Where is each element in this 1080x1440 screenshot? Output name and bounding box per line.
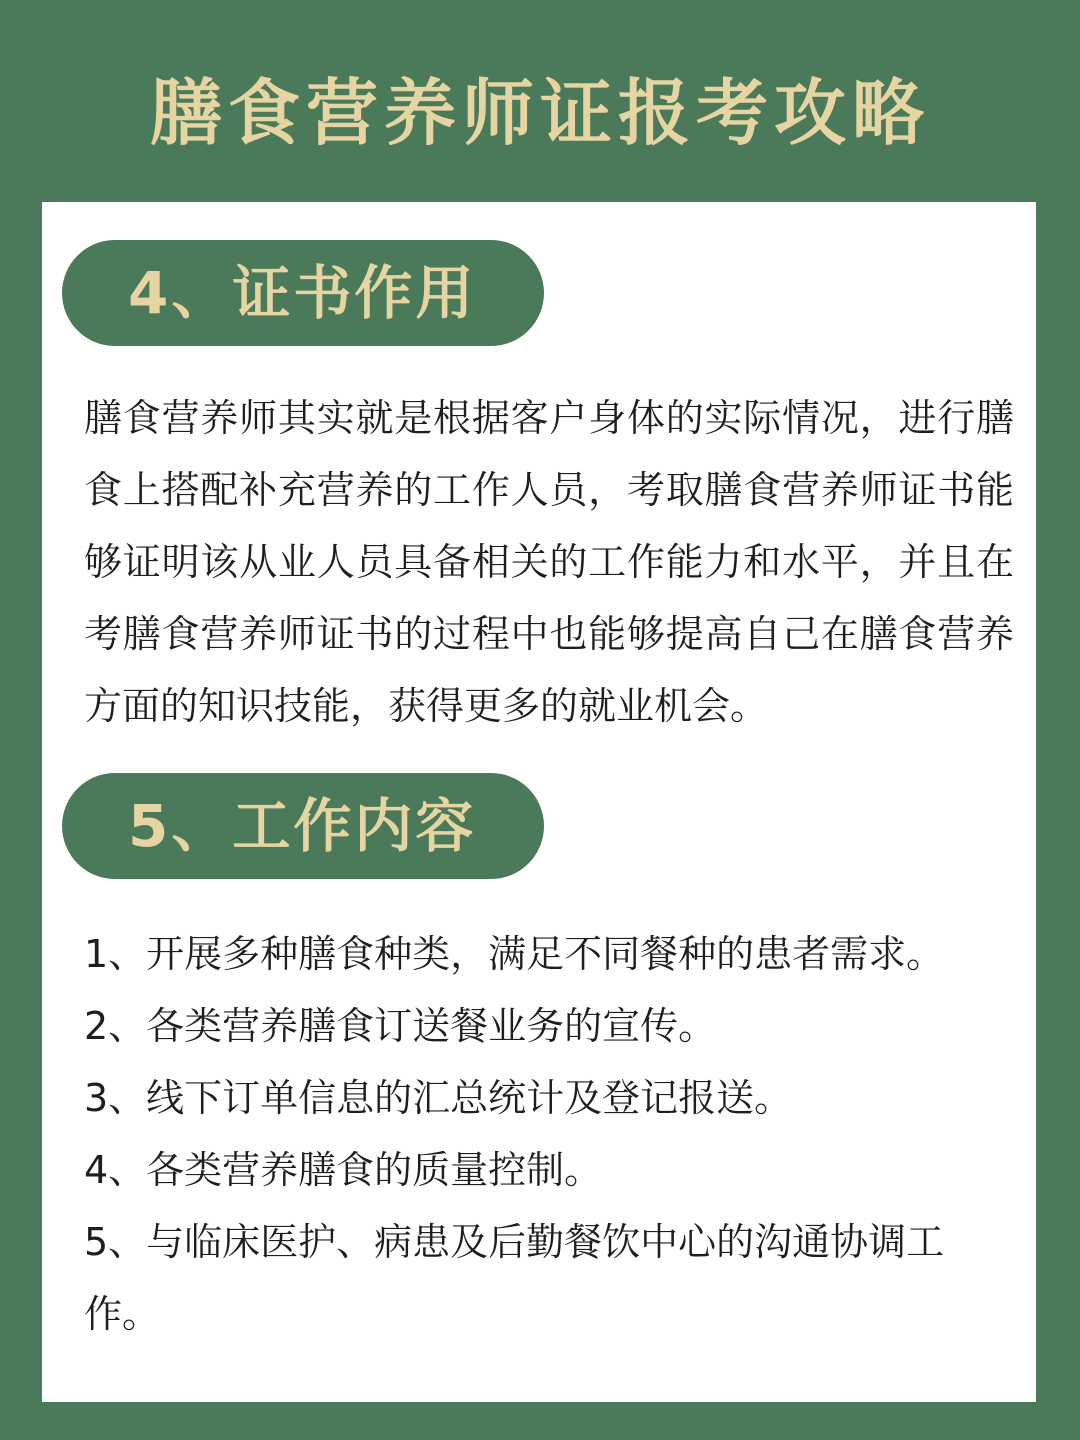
content-card <box>42 202 1036 1402</box>
list-item: 4、各类营养膳食的质量控制。 <box>84 1148 603 1192</box>
page-title: 膳食营养师证报考攻略 <box>149 70 930 155</box>
section-5-heading-pill <box>62 773 544 879</box>
section-4-heading: 4、证书作用 <box>128 259 477 327</box>
section-4-heading-pill <box>62 240 544 346</box>
work-content-list <box>84 918 1014 1350</box>
list-item: 5、与临床医护、病患及后勤餐饮中心的沟通协调工作。 <box>84 1220 945 1336</box>
section-5-heading: 5、工作内容 <box>128 792 477 860</box>
list-item: 1、开展多种膳食种类，满足不同餐种的患者需求。 <box>84 932 945 976</box>
list-item: 3、线下订单信息的汇总统计及登记报送。 <box>84 1076 793 1120</box>
list-item: 2、各类营养膳食订送餐业务的宣传。 <box>84 1004 717 1048</box>
section-4-paragraph: 膳食营养师其实就是根据客户身体的实际情况，进行膳食上搭配补充营养的工作人员，考取膳食营养师证书能够证明该从业人员具备相关的工作能力和水平，并且在考膳食营养师证书的过程中也能够提高自己在膳食营养方面的知识技能，获得更多的就业机会。 <box>84 396 1014 728</box>
